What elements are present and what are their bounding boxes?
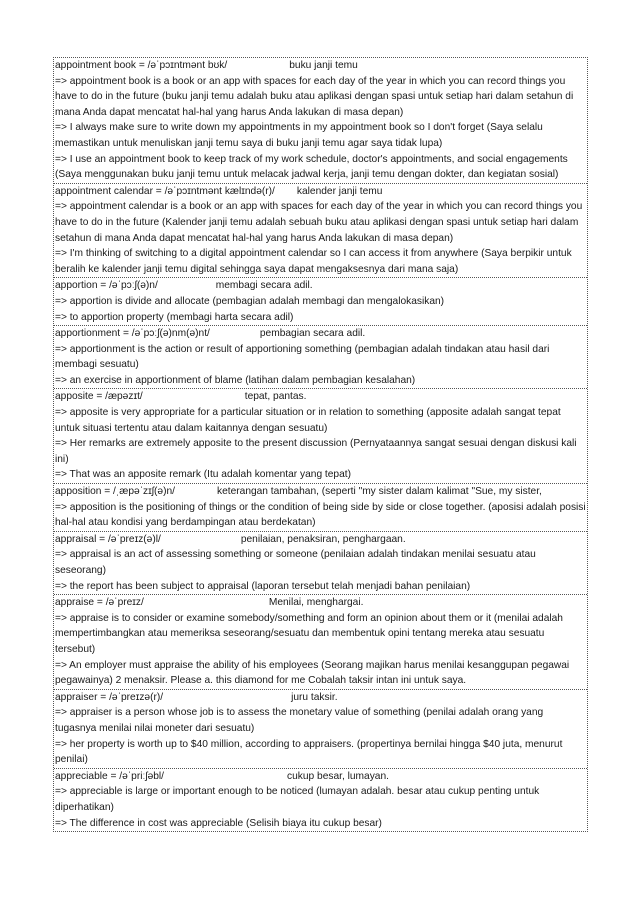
- entry-line: => appraiser is a person whose job is to assess the monetary value of something (penilai adalah orang yang tugasnya menilai nilai moneter dari sesuatu): [55, 707, 544, 734]
- entry-line: => An employer must appraise the ability of his employees (Seorang majikan harus menilai kesanggupan pegawai pegawainya) 2 menaksir. Please a. this diamond for me Cobalah taksir intan ini untuk saya.: [55, 659, 570, 687]
- entry-headline: [55, 278, 586, 294]
- entry-line: => appreciable is large or important enough to be noticed (lumayan adalah. besar atau cukup penting untuk diperhatikan): [55, 786, 540, 813]
- dictionary-entry: [54, 595, 587, 690]
- dictionary-entry: [54, 184, 587, 279]
- dictionary-entry: [54, 389, 587, 484]
- entry-line: => That was an apposite remark (Itu adalah komentar yang tepat): [55, 469, 351, 481]
- entry-translation: buku janji temu: [289, 60, 358, 71]
- entry-headline: [55, 184, 586, 200]
- entry-line: => appointment calendar is a book or an app with spaces for each day of the year in which you can record things you have to do in the future (Kalender janji temu adalah sebuah buku atau aplikasi dengan spasi untuk setiap hari dalam setahun di mana Anda dapat mencatat hal-hal yang harus Anda lakukan di masa depan): [55, 201, 583, 244]
- entry-line: => apportionment is the action or result of apportioning something (pembagian adalah tindakan atau hasil dari membagi sesuatu): [55, 343, 550, 371]
- dictionary-document: [53, 57, 588, 832]
- entry-term: apportion = /əˈpɔːʃ(ə)n/: [55, 280, 158, 292]
- entry-term: appointment calendar = /əˈpɔɪntmənt kælɪndə(r)/: [55, 185, 275, 197]
- entry-line: => appointment book is a book or an app with spaces for each day of the year in which you can record things you have to do in the future (buku janji temu adalah buku atau aplikasi dengan spasi untuk setiap hari dalam setahun di mana Anda dapat mencatat hal-hal yang harus Anda lakukan di masa depan): [55, 75, 574, 118]
- entry-line: => to apportion property (membagi harta secara adil): [55, 311, 294, 323]
- entry-translation: Menilai, menghargai.: [268, 597, 364, 609]
- entry-term: appraiser = /əˈpreɪzə(r)/: [55, 691, 164, 703]
- entry-term: appreciable = /əˈpriːʃəbl/: [55, 770, 165, 782]
- entry-headline: [55, 532, 586, 548]
- entry-headline: [55, 389, 586, 405]
- entry-line: => an exercise in apportionment of blame (latihan dalam pembagian kesalahan): [55, 374, 416, 386]
- entry-line: => appraise is to consider or examine somebody/something and form an opinion about them or it (menilai adalah mempertimbangkan atau memeriksa seseorang/sesuatu dan membentuk opini tentang mereka atau sesuatu tersebut): [55, 612, 563, 655]
- entry-line: => apportion is divide and allocate (pembagian adalah membagi dan mengalokasikan): [55, 295, 445, 307]
- entry-headline: [55, 769, 586, 785]
- dictionary-entry: [54, 769, 587, 831]
- dictionary-entry: [54, 484, 587, 532]
- entry-term: appointment book = /əˈpɔɪntmənt bʊk/: [55, 60, 228, 71]
- entry-headline: [55, 484, 586, 500]
- dictionary-entry: [54, 532, 587, 595]
- entry-line: => I use an appointment book to keep track of my work schedule, doctor's appointments, and social engagements (Saya menggunakan buku janji temu untuk melacak jadwal kerja, janji temu dengan dokter, dan kegiatan sosial): [55, 153, 568, 181]
- dictionary-entry: [54, 278, 587, 326]
- entry-translation: pembagian secara adil.: [259, 328, 366, 340]
- entry-line: => apposition is the positioning of things or the condition of being side by side or close together. (aposisi adalah posisi hal-hal atau kondisi yang berdampingan atau berdekatan): [55, 501, 586, 529]
- entry-translation: juru taksir.: [291, 691, 338, 703]
- entry-headline: [55, 58, 586, 74]
- entry-term: apportionment = /əˈpɔːʃ(ə)nm(ə)nt/: [55, 328, 210, 340]
- dictionary-entry: [54, 690, 587, 769]
- dictionary-entry: [54, 58, 587, 184]
- entry-translation: penilaian, penaksiran, penghargaan.: [240, 533, 406, 545]
- entry-translation: tepat, pantas.: [244, 391, 307, 403]
- entry-term: apposite = /æpəzɪt/: [55, 391, 143, 403]
- entry-translation: keterangan tambahan, (seperti "my sister dalam kalimat "Sue, my sister,: [217, 486, 542, 498]
- entry-line: => I always make sure to write down my appointments in my appointment book so I don't forget (Saya selalu memastikan untuk menuliskan janji temu saya di buku janji temu agar saya tidak lupa): [55, 122, 543, 149]
- entry-line: => appraisal is an act of assessing something or someone (penilaian adalah tindakan menilai sesuatu atau seseorang): [55, 549, 536, 576]
- entry-line: => apposite is very appropriate for a particular situation or in relation to something (apposite adalah sangat tepat untuk situasi tertentu atau dalam kaitannya dengan sesuatu): [55, 407, 561, 434]
- entry-line: => I'm thinking of switching to a digital appointment calendar so I can access it from anywhere (Saya berpikir untuk beralih ke kalender janji temu digital sehingga saya dapat mengaksesnya dari mana saja): [55, 248, 572, 275]
- entry-line: => The difference in cost was appreciable (Selisih biaya itu cukup besar): [55, 817, 382, 829]
- entry-line: => her property is worth up to $40 million, according to appraisers. (propertinya bernilai hingga $40 juta, menurut penilai): [55, 738, 563, 766]
- entry-translation: kalender janji temu: [296, 185, 383, 197]
- entry-headline: [55, 595, 586, 611]
- entry-line: => the report has been subject to appraisal (laporan tersebut telah menjadi bahan penilaian): [55, 580, 471, 592]
- entry-term: appraise = /əˈpreɪz/: [55, 597, 144, 609]
- entry-term: appraisal = /əˈpreɪz(ə)l/: [55, 533, 161, 545]
- entry-headline: [55, 326, 586, 342]
- entry-line: => Her remarks are extremely apposite to the present discussion (Pernyataannya sangat sesuai dengan diskusi kali ini): [55, 438, 577, 465]
- entry-translation: cukup besar, lumayan.: [287, 770, 389, 782]
- entry-headline: [55, 690, 586, 706]
- entry-translation: membagi secara adil.: [215, 280, 313, 292]
- dictionary-entry: [54, 326, 587, 389]
- entry-term: apposition = /ˌæpəˈzɪʃ(ə)n/: [55, 486, 175, 498]
